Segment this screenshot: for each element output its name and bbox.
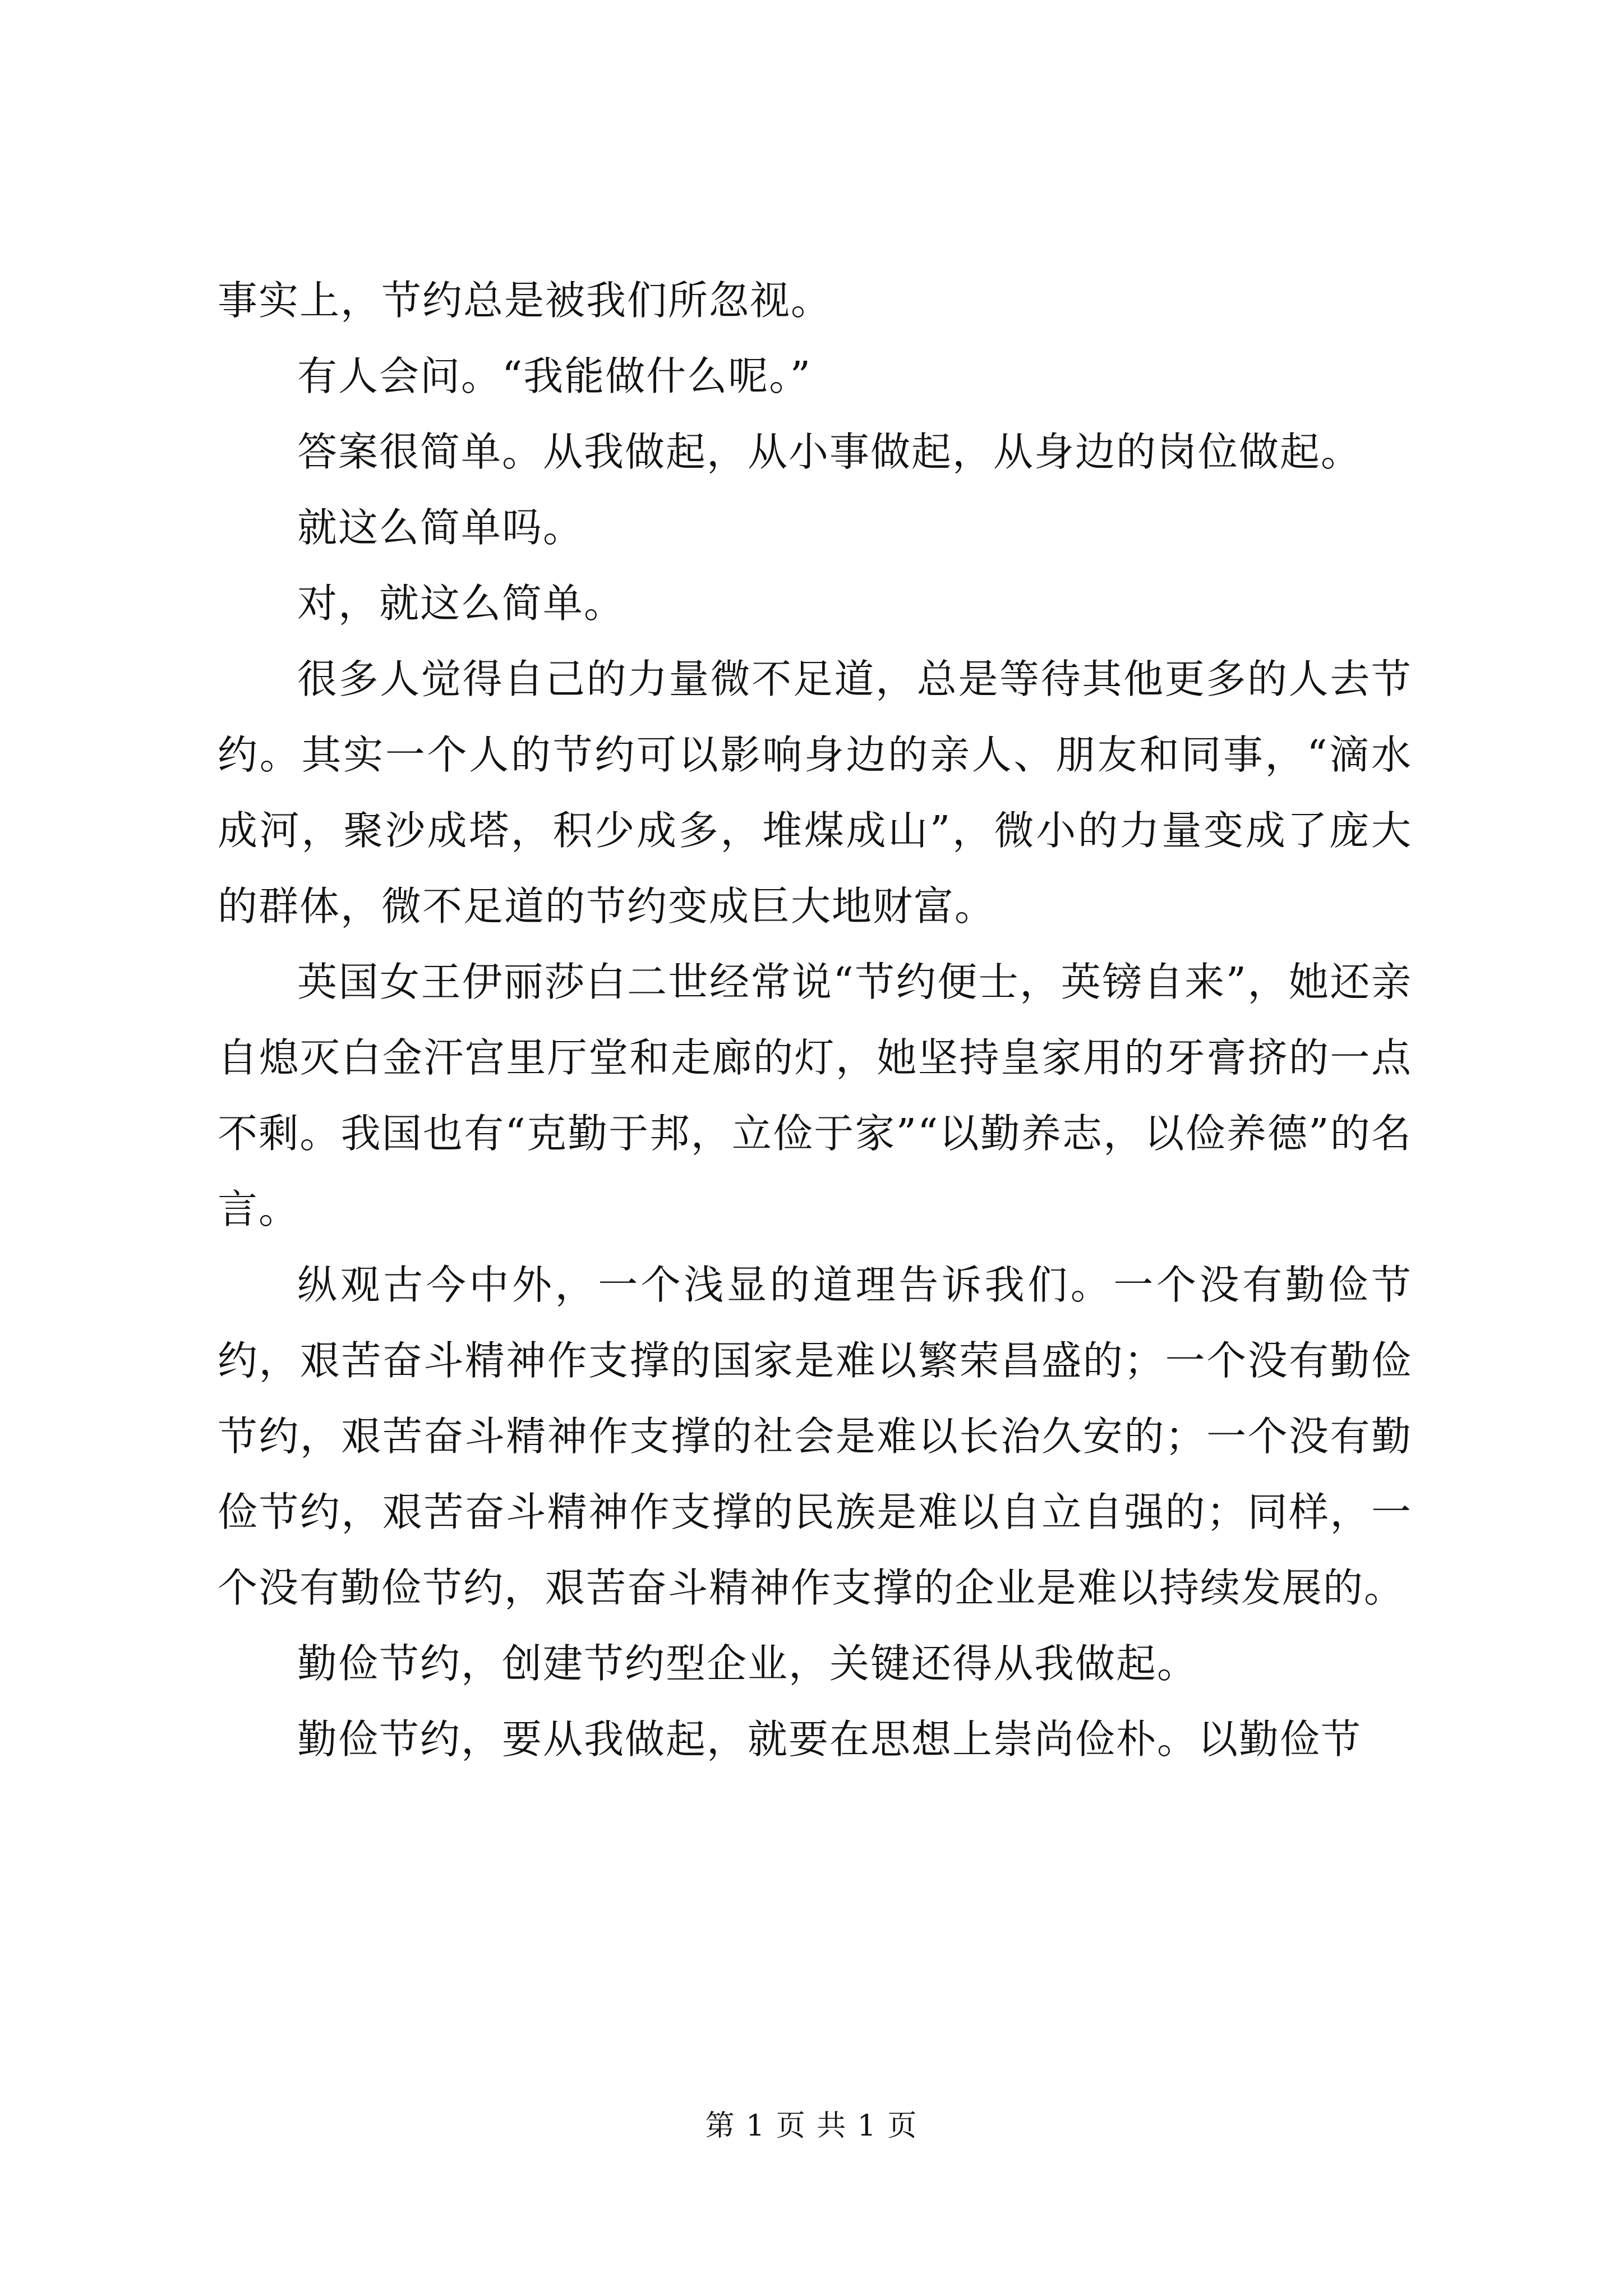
paragraph: 纵观古今中外，一个浅显的道理告诉我们。一个没有勤俭节约，艰苦奋斗精神作支撑的国家是难以繁荣昌盛的；一个没有勤俭节约，艰苦奋斗精神作支撑的社会是难以长治久安的；一个没有勤俭节约，艰苦奋斗精神作支撑的民族是难以自立自强的；同样，一个没有勤俭节约，艰苦奋斗精神作支撑的企业是难以持续发展的。 [218,1262,1412,1611]
document-body [218,263,1412,1777]
paragraph: 有人会问。“我能做什么呢。” [297,353,812,399]
paragraph: 对，就这么简单。 [297,580,625,627]
paragraph: 很多人觉得自己的力量微不足道，总是等待其他更多的人去节约。其实一个人的节约可以影响身边的亲人、朋友和同事，“滴水成河，聚沙成塔，积少成多，堆煤成山”，微小的力量变成了庞大的群体，微不足道的节约变成巨大地财富。 [218,656,1412,930]
paragraph: 就这么简单吗。 [297,504,584,551]
paragraph: 答案很简单。从我做起，从小事做起，从身边的岗位做起。 [297,429,1362,475]
page-number-footer: 第 1 页 共 1 页 [705,2109,918,2143]
paragraph: 英国女王伊丽莎白二世经常说“节约便士，英镑自来”，她还亲自熄灭白金汗宫里厅堂和走廊的灯，她坚持皇家用的牙膏挤的一点不剩。我国也有“克勤于邦，立俭于家”“以勤养志，以俭养德”的名言。 [218,959,1412,1232]
paragraph: 勤俭节约，要从我做起，就要在思想上崇尚俭朴。以勤俭节 [297,1716,1362,1763]
paragraph: 勤俭节约，创建节约型企业，关键还得从我做起。 [297,1640,1198,1687]
paragraph-continuation: 事实上，节约总是被我们所忽视。 [218,277,832,324]
